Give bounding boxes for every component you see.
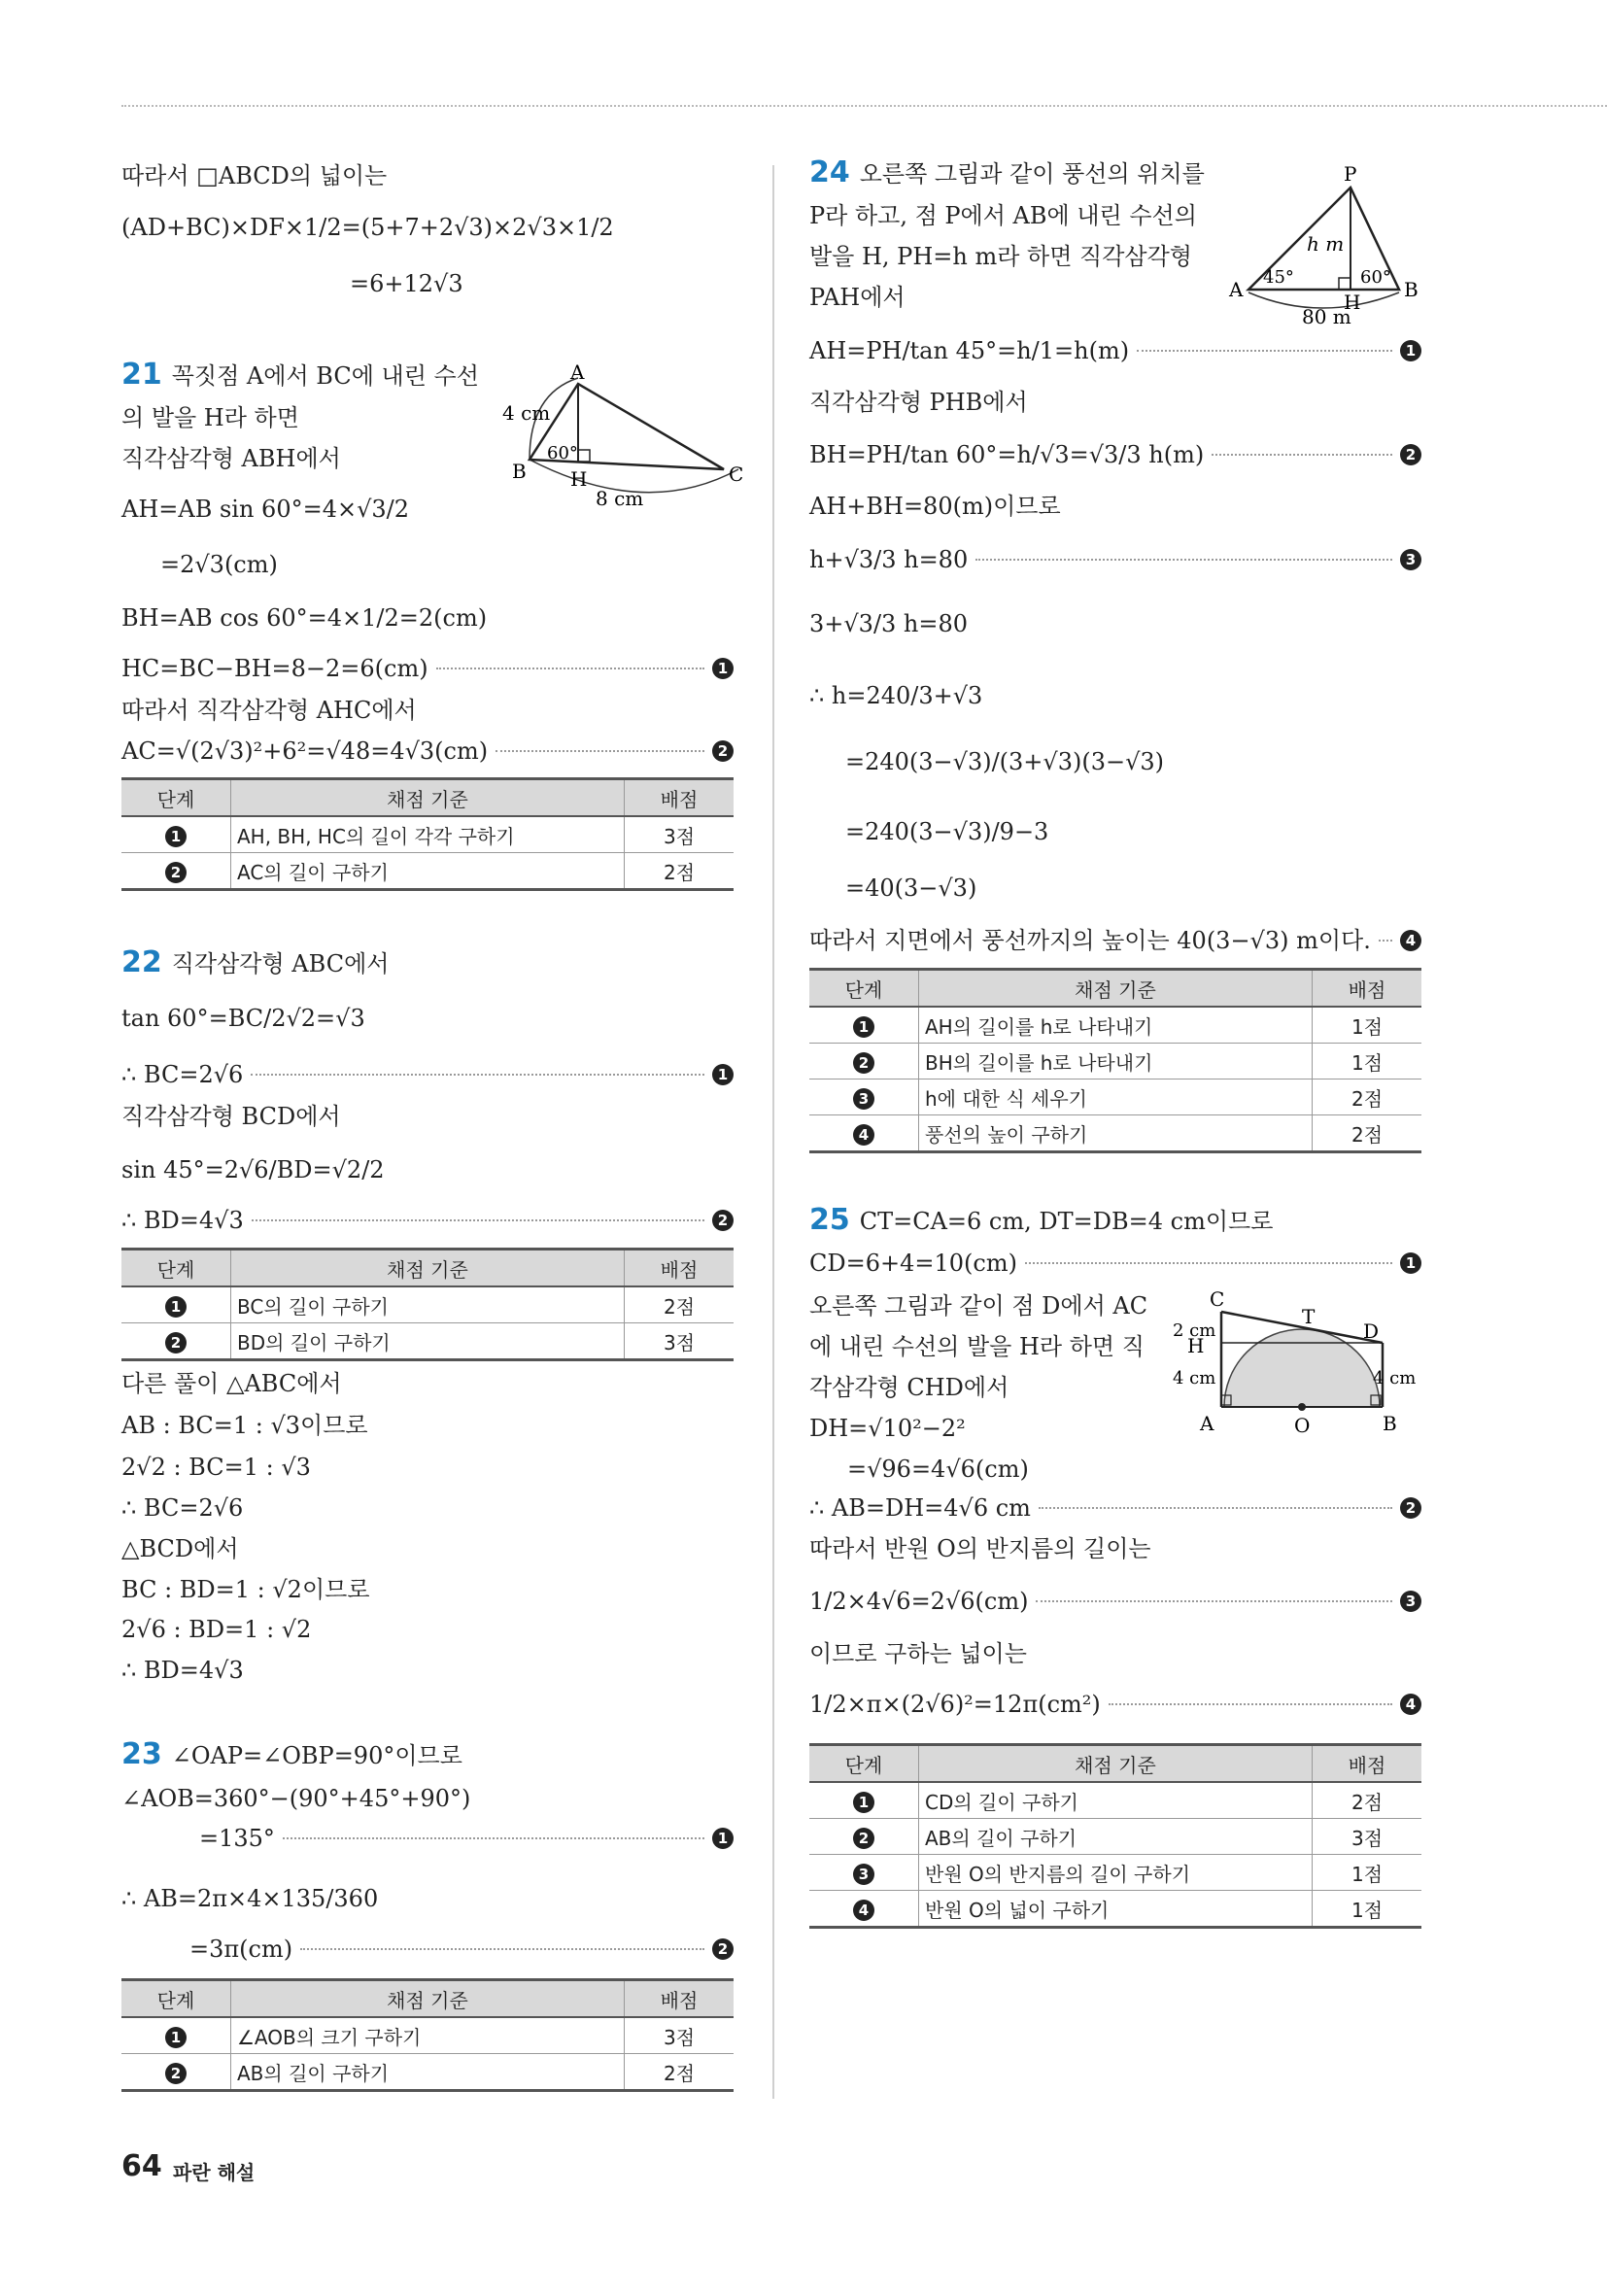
p25-line-4: 각삼각형 CHD에서	[809, 1374, 1009, 1401]
table-row: 3 h에 대한 식 세우기 2점	[809, 1079, 1421, 1115]
p23-number: 23	[121, 1737, 162, 1771]
p21-step-1: HC=BC−BH=8−2=6(cm) 1	[121, 653, 734, 684]
p25-step-2: ∴ AB=DH=4√6 cm 2	[809, 1492, 1421, 1524]
p21-right-angle-mark	[578, 450, 590, 462]
p24-score-table: 단계 채점 기준 배점 1 AH의 길이를 h로 나타내기 1점 2 BH의 길이를 h로 나타내기 1점 3 h에 대한 식 세우기 2점 4 풍선의 높이 구하기 2점	[809, 968, 1421, 1153]
p21-line-1: 21 꼭짓점 A에서 BC에 내린 수선	[121, 358, 479, 392]
p24-label-B: B	[1404, 278, 1419, 301]
p22-alt-3: 2√2 : BC=1 : √3	[121, 1454, 311, 1481]
p24-right-angle-mark	[1339, 278, 1351, 290]
p25-center-dot	[1298, 1403, 1306, 1411]
footer-title: 파란 해설	[173, 2161, 256, 2184]
p22-alt-2: AB : BC=1 : √3이므로	[121, 1412, 368, 1439]
p24-label-45: 45°	[1263, 267, 1294, 288]
p24-step-2: BH=PH/tan 60°=h/√3=√3/3 h(m) 2	[809, 439, 1421, 470]
p22-alt-8: ∴ BD=4√3	[121, 1657, 244, 1684]
p25-line-7: 따라서 반원 O의 반지름의 길이는	[809, 1535, 1151, 1562]
table-row: 4 풍선의 높이 구하기 2점	[809, 1115, 1421, 1152]
p21-label-ab: 4 cm	[502, 401, 551, 425]
p21-label-A: A	[570, 364, 585, 384]
p21-line-4: AH=AB sin 60°=4×√3/2	[121, 496, 409, 523]
p25-step-4: 1/2×π×(2√6)²=12π(cm²) 4	[809, 1689, 1421, 1720]
p22-step-1: ∴ BC=2√6 1	[121, 1059, 734, 1090]
p25-label-C: C	[1210, 1287, 1225, 1311]
step-marker-2: 2	[712, 740, 734, 762]
p24-label-h: h m	[1307, 232, 1345, 256]
p22-step-2: ∴ BD=4√3 2	[121, 1205, 734, 1236]
p25-line-6: =√96=4√6(cm)	[847, 1456, 1029, 1483]
p24-line-8: ∴ h=240/3+√3	[809, 682, 983, 709]
p25-label-H: H	[1187, 1334, 1205, 1357]
table-row: 1 AH의 길이를 h로 나타내기 1점	[809, 1007, 1421, 1044]
p21-line-3: 직각삼각형 ABH에서	[121, 445, 341, 472]
p23-line-2: ∠AOB=360°−(90°+45°+90°)	[121, 1785, 471, 1812]
p23-line-1: 23 ∠OAP=∠OBP=90°이므로	[121, 1737, 462, 1771]
p24-balloon-figure	[1224, 163, 1428, 328]
p21-step-2: AC=√(2√3)²+6²=√48=4√3(cm) 2	[121, 736, 734, 767]
p24-line-3: 발을 H, PH=h m라 하면 직각삼각형	[809, 243, 1192, 270]
p25-number: 25	[809, 1203, 850, 1237]
p23-step-2: =3π(cm) 2	[189, 1934, 734, 1965]
p22-number: 22	[121, 945, 162, 979]
p23-step-1: =135° 1	[199, 1823, 734, 1854]
p24-label-60: 60°	[1360, 267, 1391, 288]
top-divider	[121, 105, 1607, 107]
page-number: 64	[121, 2149, 162, 2183]
column-divider	[772, 165, 774, 2099]
p22-alt-5: △BCD에서	[121, 1535, 239, 1562]
p25-label-T: T	[1302, 1305, 1316, 1328]
p22-alt-4: ∴ BC=2√6	[121, 1494, 244, 1522]
p24-label-A: A	[1229, 278, 1244, 301]
p25-step-3: 1/2×4√6=2√6(cm) 3	[809, 1586, 1421, 1617]
p22-line-3: 직각삼각형 BCD에서	[121, 1103, 341, 1130]
p23-score-table: 단계 채점 기준 배점 1 ∠AOB의 크기 구하기 3점 2 AB의 길이 구하기 2점	[121, 1978, 734, 2092]
table-row: 2 AB의 길이 구하기 2점	[121, 2054, 734, 2091]
p21-line-6: BH=AB cos 60°=4×1/2=2(cm)	[121, 604, 488, 632]
p25-label-B: B	[1383, 1412, 1397, 1435]
p24-line-6: AH+BH=80(m)이므로	[809, 493, 1061, 520]
p21-triangle-figure	[491, 364, 753, 510]
table-row: 1 ∠AOB의 크기 구하기 3점	[121, 2017, 734, 2054]
p22-line-4: sin 45°=2√6/BD=√2/2	[121, 1156, 385, 1183]
p24-step-4: 따라서 지면에서 풍선까지의 높이는 40(3−√3) m이다. 4	[809, 925, 1421, 956]
p21-line-7: 따라서 직각삼각형 AHC에서	[121, 697, 417, 724]
p25-semicircle-figure	[1161, 1285, 1423, 1440]
p25-label-O: O	[1294, 1414, 1311, 1437]
p25-line-2: 오른쪽 그림과 같이 점 D에서 AC	[809, 1292, 1148, 1319]
p25-label-A: A	[1200, 1412, 1214, 1435]
p24-step-1: AH=PH/tan 45°=h/1=h(m) 1	[809, 335, 1421, 366]
p22-alt-1: 다른 풀이 △ABC에서	[121, 1370, 342, 1397]
p25-line-3: 에 내린 수선의 발을 H라 하면 직	[809, 1333, 1145, 1360]
p25-line-8: 이므로 구하는 넓이는	[809, 1640, 1027, 1667]
p21-label-C: C	[729, 463, 744, 486]
p24-step-3: h+√3/3 h=80 3	[809, 544, 1421, 575]
p21-score-table: 단계 채점 기준 배점 1 AH, BH, HC의 길이 각각 구하기 3점 2 AC의 길이 구하기 2점	[121, 777, 734, 891]
p22-line-2: tan 60°=BC/2√2=√3	[121, 1005, 365, 1032]
table-row: 1 CD의 길이 구하기 2점	[809, 1782, 1421, 1819]
p21-label-bc: 8 cm	[596, 487, 644, 510]
table-row: 1 AH, BH, HC의 길이 각각 구하기 3점	[121, 816, 734, 853]
p24-label-80m: 80 m	[1302, 305, 1351, 328]
p21-label-angle: 60°	[547, 443, 578, 463]
intro-line-2: (AD+BC)×DF×1/2=(5+7+2√3)×2√3×1/2	[121, 214, 614, 241]
table-row: 2 BD의 길이 구하기 3점	[121, 1323, 734, 1360]
p21-number: 21	[121, 358, 162, 392]
table-row: 2 AC의 길이 구하기 2점	[121, 853, 734, 890]
p25-label-2cm: 2 cm	[1173, 1320, 1216, 1341]
table-row: 4 반원 O의 넓이 구하기 1점	[809, 1891, 1421, 1928]
p21-line-5: =2√3(cm)	[160, 551, 278, 578]
intro-line-3: =6+12√3	[350, 270, 463, 297]
p24-line-4: PAH에서	[809, 284, 906, 311]
p22-line-1: 22 직각삼각형 ABC에서	[121, 945, 390, 979]
p24-line-7: 3+√3/3 h=80	[809, 610, 969, 637]
p24-label-P: P	[1344, 163, 1357, 186]
p25-label-4cm-left: 4 cm	[1173, 1368, 1216, 1388]
p24-line-2: P라 하고, 점 P에서 AB에 내린 수선의	[809, 202, 1197, 229]
p24-line-11: =40(3−√3)	[845, 874, 977, 902]
p25-line-5: DH=√10²−2²	[809, 1415, 966, 1442]
p24-label-H: H	[1344, 291, 1361, 314]
p25-label-D: D	[1363, 1319, 1380, 1343]
p25-semicircle	[1224, 1329, 1380, 1407]
p22-alt-6: BC : BD=1 : √2이므로	[121, 1576, 370, 1603]
p23-line-3: ∴ AB=2π×4×135/360	[121, 1885, 379, 1912]
step-marker-1: 1	[712, 658, 734, 679]
p21-line-2: 의 발을 H라 하면	[121, 404, 299, 431]
table-row: 3 반원 O의 반지름의 길이 구하기 1점	[809, 1855, 1421, 1891]
p24-line-9: =240(3−√3)/(3+√3)(3−√3)	[845, 748, 1165, 775]
p24-line-1: 24 오른쪽 그림과 같이 풍선의 위치를	[809, 155, 1205, 189]
p25-label-4cm-right: 4 cm	[1373, 1368, 1417, 1388]
p25-score-table: 단계 채점 기준 배점 1 CD의 길이 구하기 2점 2 AB의 길이 구하기 3점 3 반원 O의 반지름의 길이 구하기 1점 4 반원 O의 넓이 구하기 1점	[809, 1743, 1421, 1929]
p22-score-table: 단계 채점 기준 배점 1 BC의 길이 구하기 2점 2 BD의 길이 구하기 3점	[121, 1248, 734, 1361]
p25-line-1: 25 CT=CA=6 cm, DT=DB=4 cm이므로	[809, 1203, 1274, 1237]
intro-line-1: 따라서 □ABCD의 넓이는	[121, 162, 388, 189]
p22-alt-7: 2√6 : BD=1 : √2	[121, 1616, 312, 1643]
p21-label-B: B	[512, 460, 527, 483]
p25-step-1: CD=6+4=10(cm) 1	[809, 1248, 1421, 1279]
table-row: 1 BC의 길이 구하기 2점	[121, 1286, 734, 1323]
p21-label-H: H	[570, 467, 588, 491]
table-row: 2 AB의 길이 구하기 3점	[809, 1819, 1421, 1855]
p24-number: 24	[809, 155, 850, 189]
table-row: 2 BH의 길이를 h로 나타내기 1점	[809, 1044, 1421, 1079]
p24-line-10: =240(3−√3)/9−3	[845, 818, 1049, 845]
p24-line-5: 직각삼각형 PHB에서	[809, 389, 1028, 416]
